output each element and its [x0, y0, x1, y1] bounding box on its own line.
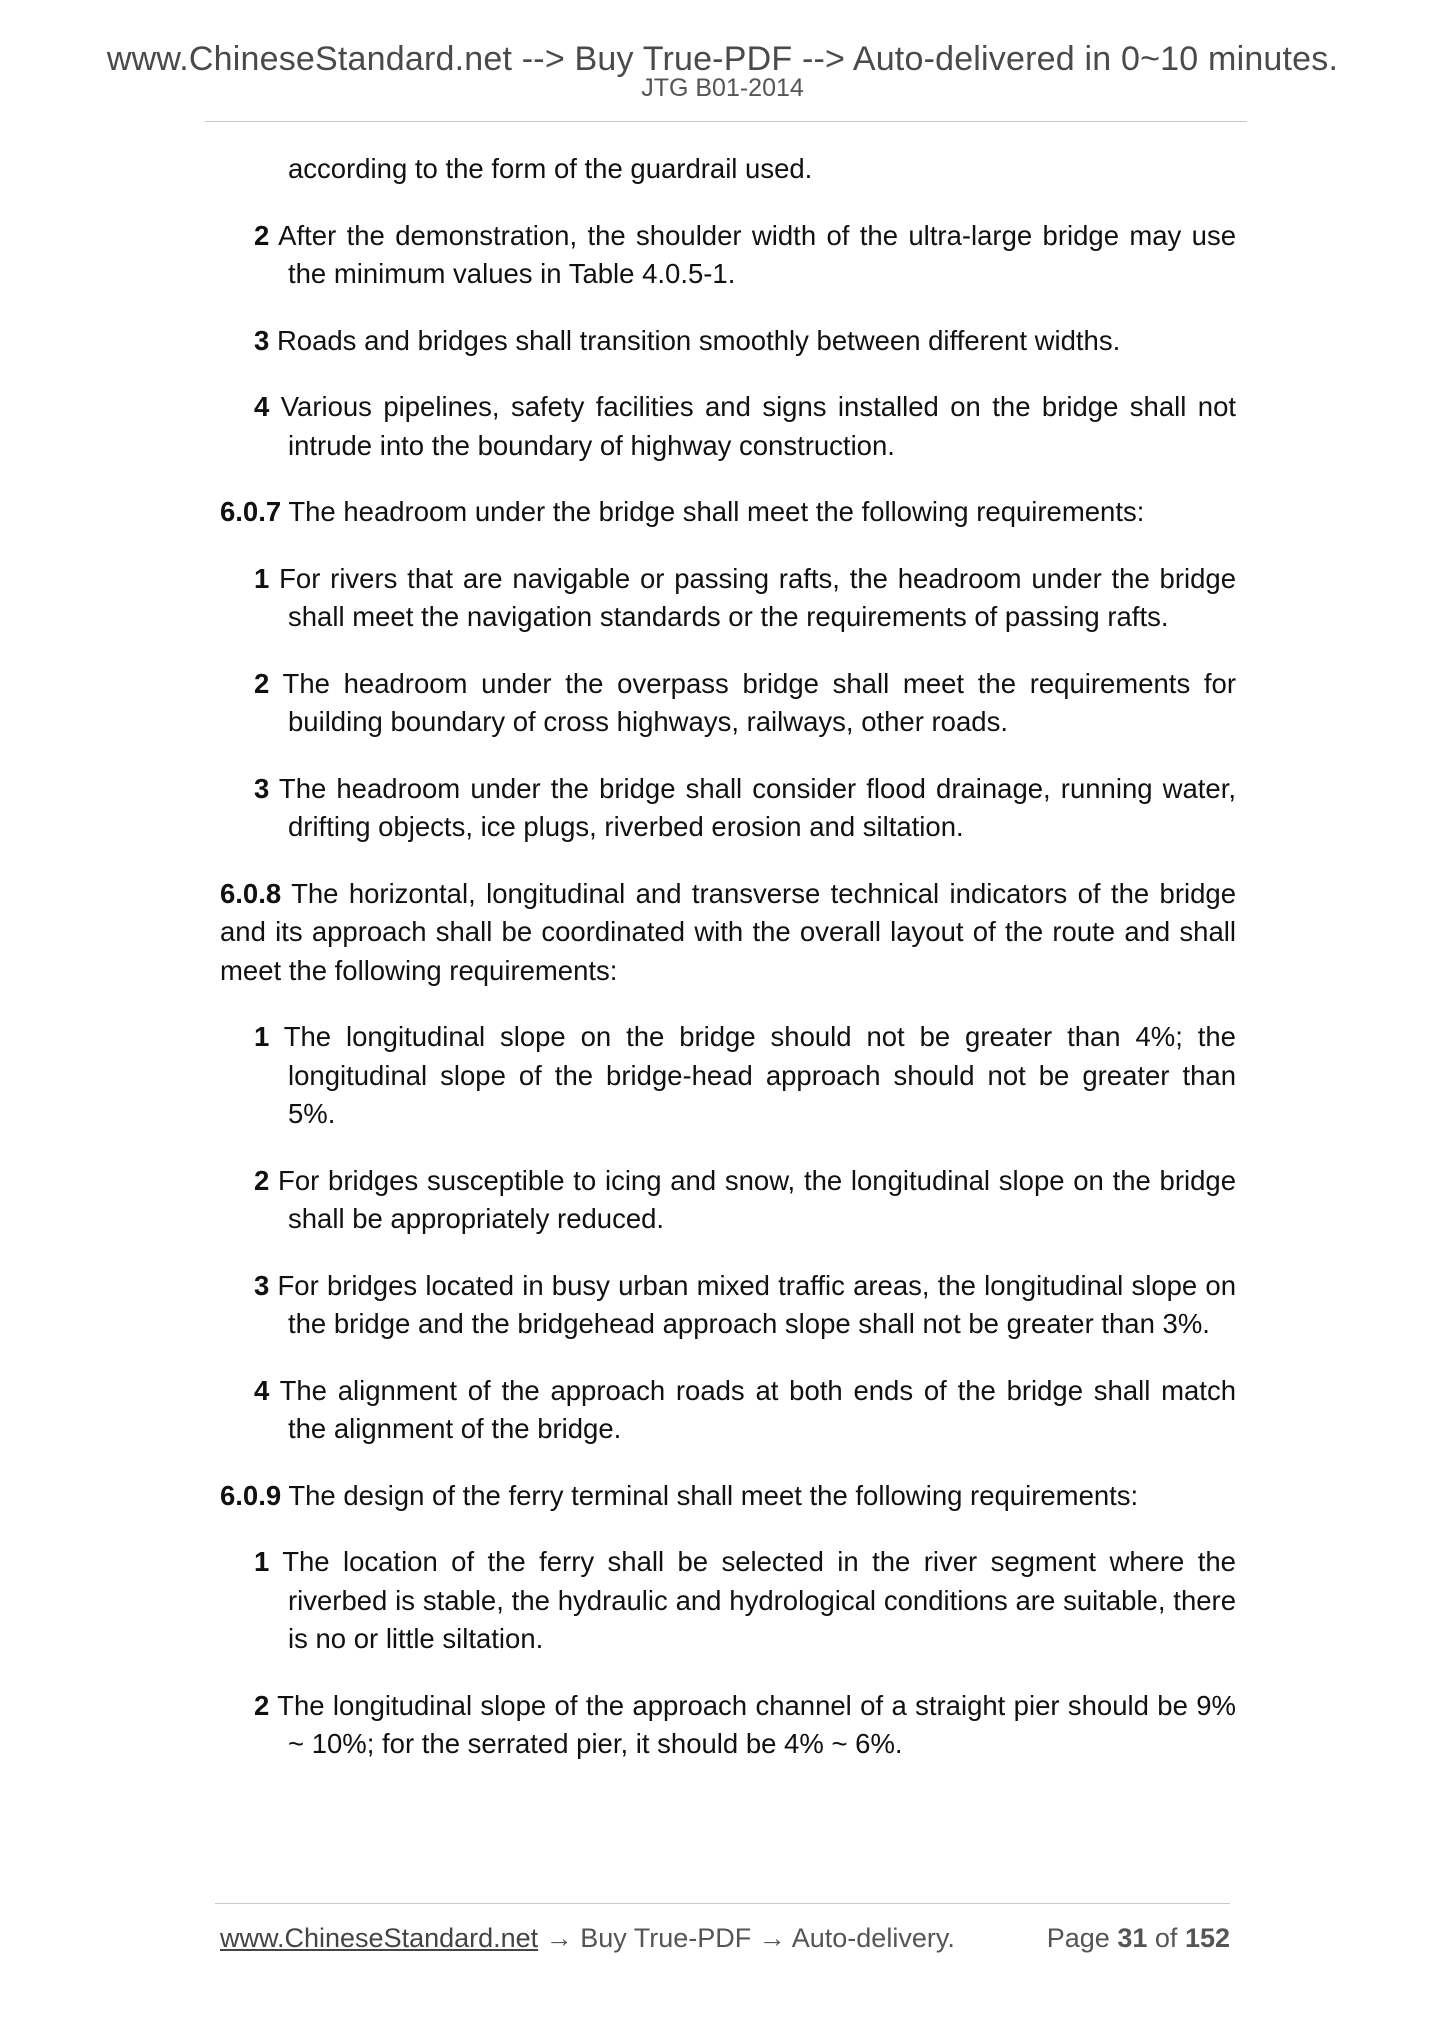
clause-6-0-9 — [220, 1477, 1236, 1516]
clause-number: 6.0.9 — [220, 1479, 282, 1511]
item-text: For bridges susceptible to icing and snow, the longitudinal slope on the bridge shall be appropriately reduced. — [278, 1164, 1237, 1234]
continuation-text: according to the form of the guardrail used. — [288, 153, 813, 184]
doc-code: JTG B01-2014 — [641, 74, 804, 102]
list-item — [220, 217, 1236, 294]
list-item — [220, 560, 1236, 637]
list-item — [220, 770, 1236, 847]
item-number: 1 — [254, 1546, 270, 1577]
list-item — [220, 388, 1236, 465]
item-text: The headroom under the overpass bridge shall meet the requirements for building boundary of cross highways, railways, other roads. — [282, 667, 1237, 737]
footer-delivery-text: → Buy True-PDF → Auto-delivery. — [545, 1923, 955, 1953]
clause-6-0-8 — [220, 875, 1236, 991]
item-text: For bridges located in busy urban mixed traffic areas, the longitudinal slope on the bridge and the bridgehead approach slope shall not be greater than 3%. — [277, 1269, 1237, 1339]
clause-text: The headroom under the bridge shall meet the following requirements: — [288, 496, 1145, 527]
item-text: The longitudinal slope on the bridge should not be greater than 4%; the longitudinal slope of the bridge-head approach should not be greater than 5%. — [283, 1021, 1236, 1129]
list-item — [220, 1687, 1236, 1764]
item-text: Various pipelines, safety facilities and signs installed on the bridge shall not intrude into the boundary of highway construction. — [280, 391, 1237, 461]
footer-left — [220, 1923, 955, 1954]
clause-text: The horizontal, longitudinal and transverse technical indicators of the bridge and its approach shall be coordinated with the overall layout of the route and shall meet the following requirements: — [220, 877, 1236, 986]
clause-6-0-7 — [220, 493, 1236, 532]
total-pages: 152 — [1184, 1923, 1230, 1953]
website-link[interactable]: www.ChineseStandard.net — [220, 1923, 539, 1953]
list-item — [220, 1372, 1236, 1449]
of-label: of — [1154, 1923, 1178, 1953]
list-item — [220, 1018, 1236, 1134]
item-text: The headroom under the bridge shall consider flood drainage, running water, drifting objects, ice plugs, riverbed erosion and siltation. — [278, 772, 1236, 842]
item-number: 3 — [254, 772, 270, 804]
list-item — [220, 1543, 1236, 1659]
item-text: Roads and bridges shall transition smoothly between different widths. — [276, 324, 1121, 356]
page-label: Page — [1046, 1923, 1110, 1953]
header-divider — [205, 121, 1247, 122]
top-banner: www.ChineseStandard.net --> Buy True-PDF --> Auto-delivered in 0~10 minutes. — [106, 40, 1339, 78]
item-number: 2 — [254, 1689, 270, 1721]
list-item — [220, 1267, 1236, 1344]
footer-divider — [215, 1903, 1230, 1904]
item-number: 1 — [254, 562, 270, 594]
list-item — [220, 322, 1236, 361]
item-text: The alignment of the approach roads at both ends of the bridge shall match the alignment of the bridge. — [279, 1374, 1236, 1444]
clause-number: 6.0.8 — [220, 877, 282, 909]
list-item — [220, 1162, 1236, 1239]
clause-number: 6.0.7 — [220, 496, 282, 527]
list-item — [220, 665, 1236, 742]
item-number: 1 — [254, 1021, 270, 1052]
item-number: 3 — [254, 1269, 270, 1301]
item-number: 2 — [254, 219, 270, 251]
item-text: The location of the ferry shall be selected in the river segment where the riverbed is stable, the hydraulic and hydrological conditions are suitable, there is no or little siltation. — [282, 1546, 1236, 1654]
document-body — [220, 150, 1236, 1764]
page-number: 31 — [1117, 1923, 1148, 1953]
item-number: 3 — [254, 324, 270, 356]
item-number: 4 — [254, 1374, 270, 1406]
clause-text: The design of the ferry terminal shall meet the following requirements: — [288, 1479, 1139, 1511]
item-text: The longitudinal slope of the approach channel of a straight pier should be 9% ~ 10%; for the serrated pier, it should be 4% ~ 6%. — [277, 1689, 1236, 1759]
item-text: After the demonstration, the shoulder width of the ultra-large bridge may use the minimum values in Table 4.0.5-1. — [278, 219, 1237, 289]
item-text: For rivers that are navigable or passing rafts, the headroom under the bridge shall meet the navigation standards or the requirements of passing rafts. — [279, 562, 1237, 632]
item-number: 2 — [254, 1164, 270, 1196]
item-number: 2 — [254, 667, 270, 699]
page-indicator — [1047, 1923, 1230, 1954]
item-number: 4 — [254, 391, 270, 422]
